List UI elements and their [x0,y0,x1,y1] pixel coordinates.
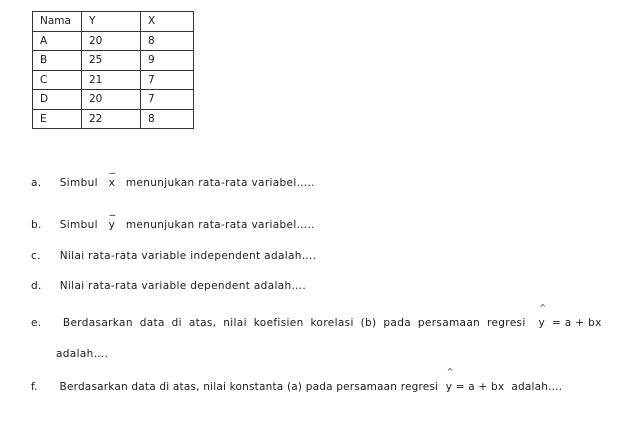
table-cell: 21 [82,70,141,90]
question-b [31,203,315,231]
y-hat-symbol [445,367,454,393]
question-text-post: menunjukan rata-rata variabel….. [125,219,315,231]
table-cell: 22 [82,109,141,129]
header-cell-nama: Nama [33,12,82,32]
question-label: f. [31,381,38,393]
table-row [33,70,194,90]
y-hat-symbol [538,303,547,329]
question-e [31,303,602,329]
symbol-letter: y [108,219,116,231]
hat-mark: ^ [539,303,547,312]
equation-rest: = a + bx [551,317,602,329]
table-cell: 25 [82,51,141,71]
x-bar-symbol [108,161,116,189]
table-row [33,90,194,110]
question-c [31,250,316,262]
question-a [31,161,315,189]
question-text: Nilai rata-rata variable dependent adalah…. [59,280,307,292]
symbol-letter: y [538,317,546,329]
question-text-post: menunjukan rata-rata variabel….. [125,177,315,189]
table-row [33,51,194,71]
symbol-letter: y [445,381,453,393]
hat-mark: ^ [446,367,454,376]
overline-mark: _ [109,161,116,174]
question-text-pre: Simbul [59,219,98,231]
y-bar-symbol [108,203,116,231]
table-header-row [33,12,194,32]
table-row [33,31,194,51]
table-cell: 8 [141,109,194,129]
table-cell: 20 [82,90,141,110]
header-cell-x: X [141,12,194,32]
question-label: c. [31,250,41,262]
table-cell: 7 [141,90,194,110]
equation-rest: = a + bx adalah…. [455,381,563,393]
question-d [31,280,306,292]
question-f [31,367,563,393]
table-cell: A [33,31,82,51]
table-cell: 8 [141,31,194,51]
question-text: Berdasarkan data di atas, nilai koefisien korelasi (b) pada persamaan regresi [62,317,526,329]
question-label: d. [31,280,42,292]
question-label: b. [31,219,42,231]
table-cell: 20 [82,31,141,51]
table-cell: C [33,70,82,90]
question-label: a. [31,177,42,189]
question-text: Nilai rata-rata variable independent adalah…. [59,250,317,262]
question-text: Berdasarkan data di atas, nilai konstanta (a) pada persamaan regresi [59,381,439,393]
question-text-pre: Simbul [59,177,98,189]
question-e-continuation: adalah…. [56,348,109,360]
symbol-letter: x [108,177,116,189]
table-cell: D [33,90,82,110]
table-cell: 7 [141,70,194,90]
table-cell: E [33,109,82,129]
overline-mark: _ [109,203,116,216]
question-label: e. [31,317,42,329]
table-row [33,109,194,129]
header-cell-y: Y [82,12,141,32]
table-cell: 9 [141,51,194,71]
table-cell: B [33,51,82,71]
data-table [32,11,194,129]
